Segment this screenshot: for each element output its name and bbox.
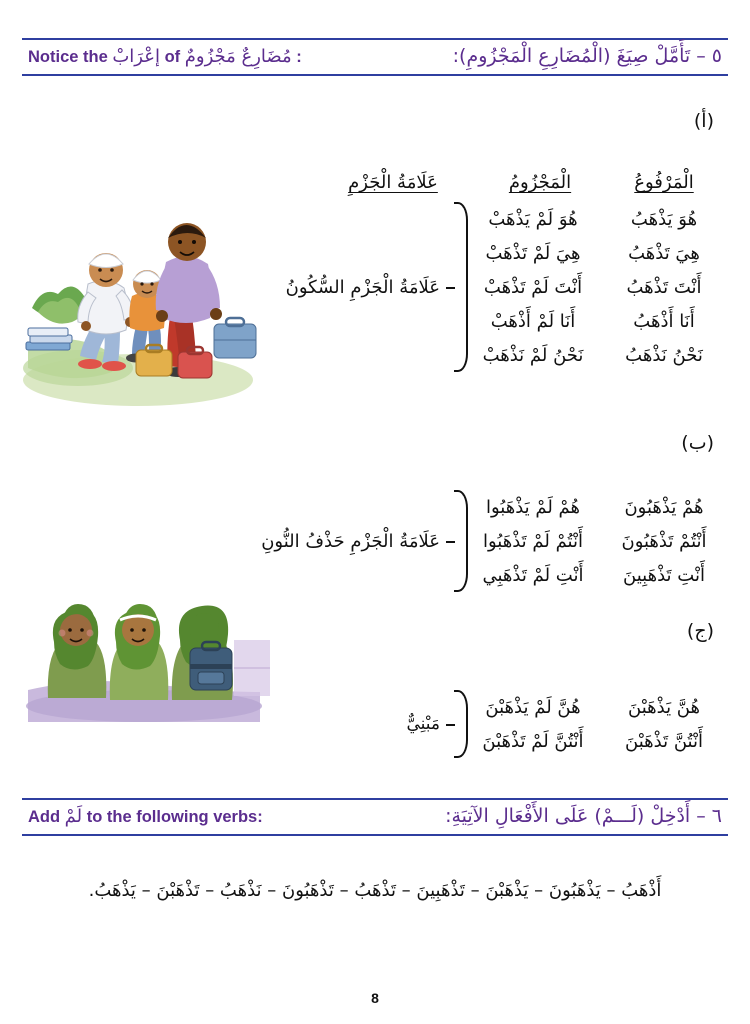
exercise-6-header	[22, 798, 728, 836]
table-row	[468, 524, 714, 558]
illustration-boys	[18, 200, 278, 410]
column-heading-majzum: الْمَجْزُومُ	[508, 172, 572, 193]
cell-majzum: أَنْتَ لَمْ تَذْهَبْ	[483, 276, 583, 298]
exercise-6-english-heading	[28, 806, 263, 827]
cell-majzum: هِيَ لَمْ تَذْهَبْ	[485, 242, 581, 264]
section-letter-c: (ج)	[686, 620, 714, 642]
table-row	[468, 338, 714, 372]
illustration-girls	[24, 580, 274, 725]
exercise-5-english-middle: of	[164, 47, 181, 66]
table-row	[468, 304, 714, 338]
cell-marfu: هُمْ يَذْهَبُونَ	[624, 496, 704, 518]
exercise-5-english-arabic-1: إعْرَابْ	[112, 45, 160, 67]
table-row	[468, 690, 714, 724]
curly-brace-icon	[454, 202, 468, 372]
curly-brace-icon	[454, 690, 468, 758]
column-heading-marfu: الْمَرْفُوعُ	[634, 172, 694, 193]
cell-marfu: أَنْتِ تَذْهَبِينَ	[623, 564, 705, 586]
table-row	[468, 236, 714, 270]
verb-table-group-a	[468, 202, 714, 372]
exercise-5-english-suffix: :	[296, 47, 302, 66]
verb-table-group-b	[468, 490, 714, 592]
table-row	[468, 724, 714, 758]
cell-majzum: أَنْتُنَّ لَمْ تَذْهَبْنَ	[482, 730, 584, 752]
exercise-5-arabic-heading: ٥ – تَأَمَّلْ صِيَغَ (الْمُضَارِعِ الْمَجْزُومِ):	[452, 45, 722, 67]
table-row	[468, 202, 714, 236]
cell-majzum: هُمْ لَمْ يَذْهَبُوا	[485, 496, 581, 518]
exercise-5-english-prefix: Notice the	[28, 47, 108, 66]
exercise-6-arabic-heading: ٦ – أَدْخِلْ (لَـــمْ) عَلَى الأَفْعَالِ الآتِيَةِ:	[445, 805, 722, 827]
page-number: 8	[371, 990, 379, 1006]
brace-label-group-b: عَلَامَةُ الْجَزْمِ حَذْفُ النُّونِ	[261, 530, 440, 552]
cell-marfu: هُوَ يَذْهَبُ	[630, 208, 698, 230]
cell-majzum: هُنَّ لَمْ يَذْهَبْنَ	[485, 696, 581, 718]
cell-marfu: هُنَّ يَذْهَبْنَ	[628, 696, 700, 718]
cell-majzum: أَنْتُمْ لَمْ تَذْهَبُوا	[482, 530, 583, 552]
brace-group-c	[406, 690, 468, 758]
cell-majzum: هُوَ لَمْ يَذْهَبْ	[488, 208, 578, 230]
verb-table-group-c	[468, 690, 714, 758]
table-row	[468, 558, 714, 592]
table-row	[468, 490, 714, 524]
exercise-5-english-heading	[28, 46, 302, 67]
cell-marfu: أَنَا أَذْهَبُ	[633, 310, 695, 332]
exercise-6-english-arabic: لَمْ	[64, 805, 83, 827]
brace-group-b	[261, 490, 468, 592]
table-row	[468, 270, 714, 304]
exercise-5-header	[22, 38, 728, 76]
brace-group-a	[286, 202, 468, 372]
cell-majzum: نَحْنُ لَمْ نَذْهَبْ	[482, 344, 584, 366]
cell-majzum: أَنَا لَمْ أَذْهَبْ	[490, 310, 576, 332]
cell-marfu: أَنْتَ تَذْهَبُ	[626, 276, 702, 298]
exercise-6-english-prefix: Add	[28, 807, 61, 826]
cell-marfu: أَنْتُنَّ تَذْهَبْنَ	[625, 730, 703, 752]
exercise-5-english-arabic-2: مُضَارِعٌ مَجْزُومٌ	[184, 45, 292, 67]
section-letter-b: (ب)	[681, 432, 714, 454]
curly-brace-icon	[454, 490, 468, 592]
brace-label-group-c: مَبْنِيٌّ	[406, 714, 440, 734]
cell-marfu: أَنْتُمْ تَذْهَبُونَ	[621, 530, 707, 552]
exercise-6-verbs-line: أَذْهَبُ – يَذْهَبُونَ – يَذْهَبْنَ – تَذْهَبِينَ – تَذْهَبُ – تَذْهَبُونَ – نَذْهَبُ – تَذْهَبْنَ – يَذْهَبُ.	[88, 880, 662, 901]
column-heading-alamah: عَلَامَةُ الْجَزْمِ	[348, 172, 438, 193]
section-letter-a: (أ)	[693, 110, 714, 132]
brace-label-group-a: عَلَامَةُ الْجَزْمِ السُّكُونُ	[285, 276, 440, 298]
exercise-6-english-suffix: to the following verbs:	[86, 807, 263, 826]
cell-marfu: نَحْنُ نَذْهَبُ	[625, 344, 703, 366]
cell-majzum: أَنْتِ لَمْ تَذْهَبِي	[482, 564, 584, 586]
cell-marfu: هِيَ تَذْهَبُ	[628, 242, 700, 264]
